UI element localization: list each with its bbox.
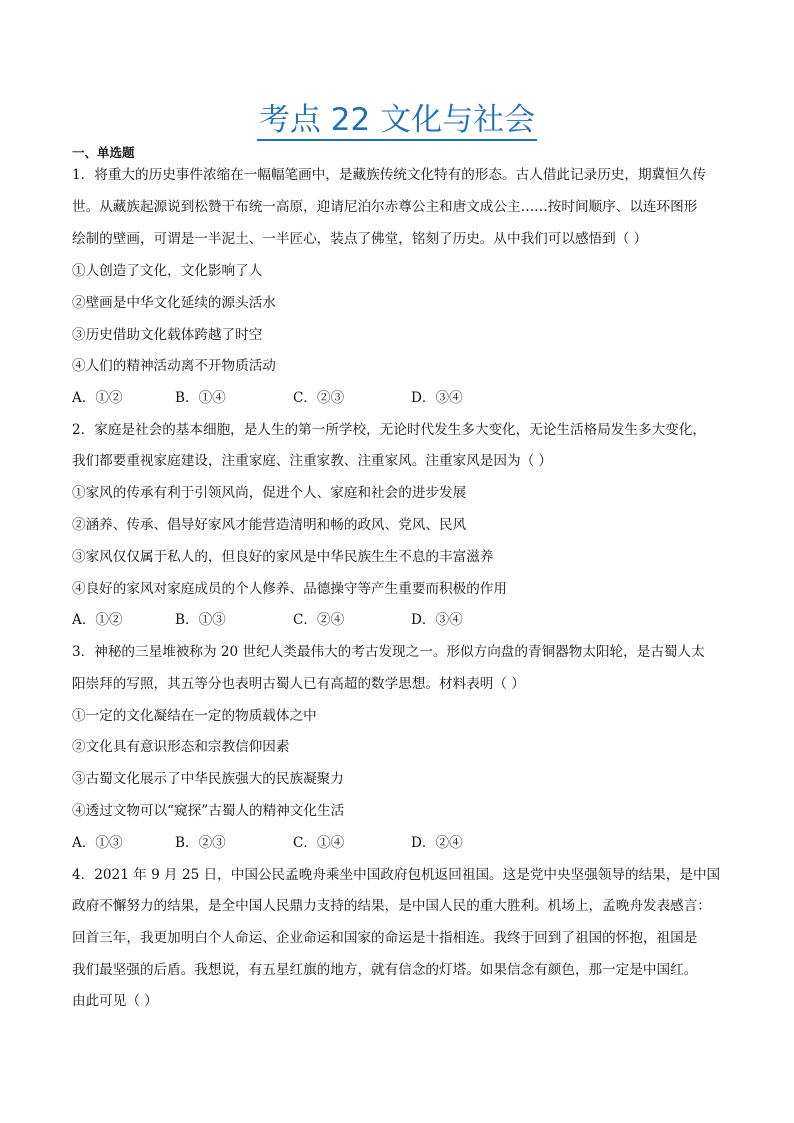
option-c[interactable]: C．②③	[293, 390, 345, 406]
question-4-line-2: 政府不懈努力的结果，是全中国人民鼎力支持的结果，是中国人民的重大胜利。机场上，孟晚舟发表感言：	[72, 898, 711, 914]
option-a[interactable]: A．①②	[72, 612, 123, 628]
question-3-item-3: ③古蜀文化展示了中华民族强大的民族凝聚力	[72, 771, 344, 787]
question-2-line-1: 2．家庭是社会的基本细胞，是人生的第一所学校，无论时代发生多大变化，无论生活格局发生多大变化，	[72, 422, 706, 438]
question-1-item-3: ③历史借助文化载体跨越了时空	[72, 327, 263, 343]
section-heading: 一、单选题	[72, 145, 135, 160]
question-4-line-4: 我们最坚强的后盾。我想说，有五星红旗的地方，就有信念的灯塔。如果信念有颜色，那一定是中国红。	[72, 962, 698, 978]
question-2-item-4: ④良好的家风对家庭成员的个人修养、品德操守等产生重要而积极的作用	[72, 581, 507, 597]
question-2-line-2: 我们都要重视家庭建设，注重家庭、注重家教、注重家风。注重家风是因为（ ）	[72, 453, 553, 469]
option-c[interactable]: C．②④	[293, 612, 345, 628]
option-b[interactable]: B．①④	[175, 390, 226, 406]
option-d[interactable]: D．③④	[411, 390, 463, 406]
option-d[interactable]: D．②④	[411, 835, 463, 851]
question-2-item-3: ③家风仅仅属于私人的，但良好的家风是中华民族生生不息的丰富滋养	[72, 549, 494, 565]
option-a[interactable]: A．①②	[72, 390, 123, 406]
question-1-item-2: ②壁画是中华文化延续的源头活水	[72, 295, 276, 311]
question-1-line-3: 绘制的壁画，可谓是一半泥土、一半匠心，装点了佛堂，铭刻了历史。从中我们可以感悟到（ ）	[72, 231, 648, 247]
option-b[interactable]: B．②③	[175, 835, 226, 851]
question-3-options	[72, 834, 463, 852]
question-4-line-1: 4．2021 年 9 月 25 日，中国公民孟晚舟乘坐中国政府包机返回祖国。这是党中央坚强领导的结果，是中国	[72, 867, 721, 883]
question-2-item-1: ①家风的传承有利于引领风尚，促进个人、家庭和社会的进步发展	[72, 485, 467, 501]
question-2-options	[72, 611, 463, 629]
question-2-item-2: ②涵养、传承、倡导好家风才能营造清明和畅的政风、党风、民风	[72, 517, 467, 533]
question-3-item-1: ①一定的文化凝结在一定的物质载体之中	[72, 708, 317, 724]
question-3-line-1: 3．神秘的三星堆被称为 20 世纪人类最伟大的考古发现之一。形似方向盘的青铜器物太阳轮，是古蜀人太	[72, 644, 705, 660]
option-d[interactable]: D．③④	[411, 612, 463, 628]
question-1-item-4: ④人们的精神活动离不开物质活动	[72, 358, 276, 374]
option-a[interactable]: A．①③	[72, 835, 123, 851]
option-b[interactable]: B．①③	[175, 612, 226, 628]
question-3-item-2: ②文化具有意识形态和宗教信仰因素	[72, 739, 290, 755]
page-title: 考点 22 文化与社会	[0, 94, 794, 139]
question-1-line-2: 世。从藏族起源说到松赞干布统一高原，迎请尼泊尔赤尊公主和唐文成公主……按时间顺序、以连环图形	[72, 199, 698, 215]
question-1-line-1: 1．将重大的历史事件浓缩在一幅幅笔画中，是藏族传统文化特有的形态。古人借此记录历史，期冀恒久传	[72, 167, 706, 183]
question-4-line-5: 由此可见（ ）	[72, 993, 158, 1009]
question-4-line-3: 回首三年，我更加明白个人命运、企业命运和国家的命运是十指相连。我终于回到了祖国的怀抱，祖国是	[72, 930, 698, 946]
question-1-item-1: ①人创造了文化，文化影响了人	[72, 263, 263, 279]
question-3-line-2: 阳崇拜的写照，其五等分也表明古蜀人已有高超的数学思想。材料表明（ ）	[72, 676, 525, 692]
option-c[interactable]: C．①④	[293, 835, 345, 851]
question-3-item-4: ④透过文物可以“窥探”古蜀人的精神文化生活	[72, 803, 345, 819]
question-1-options	[72, 389, 463, 407]
